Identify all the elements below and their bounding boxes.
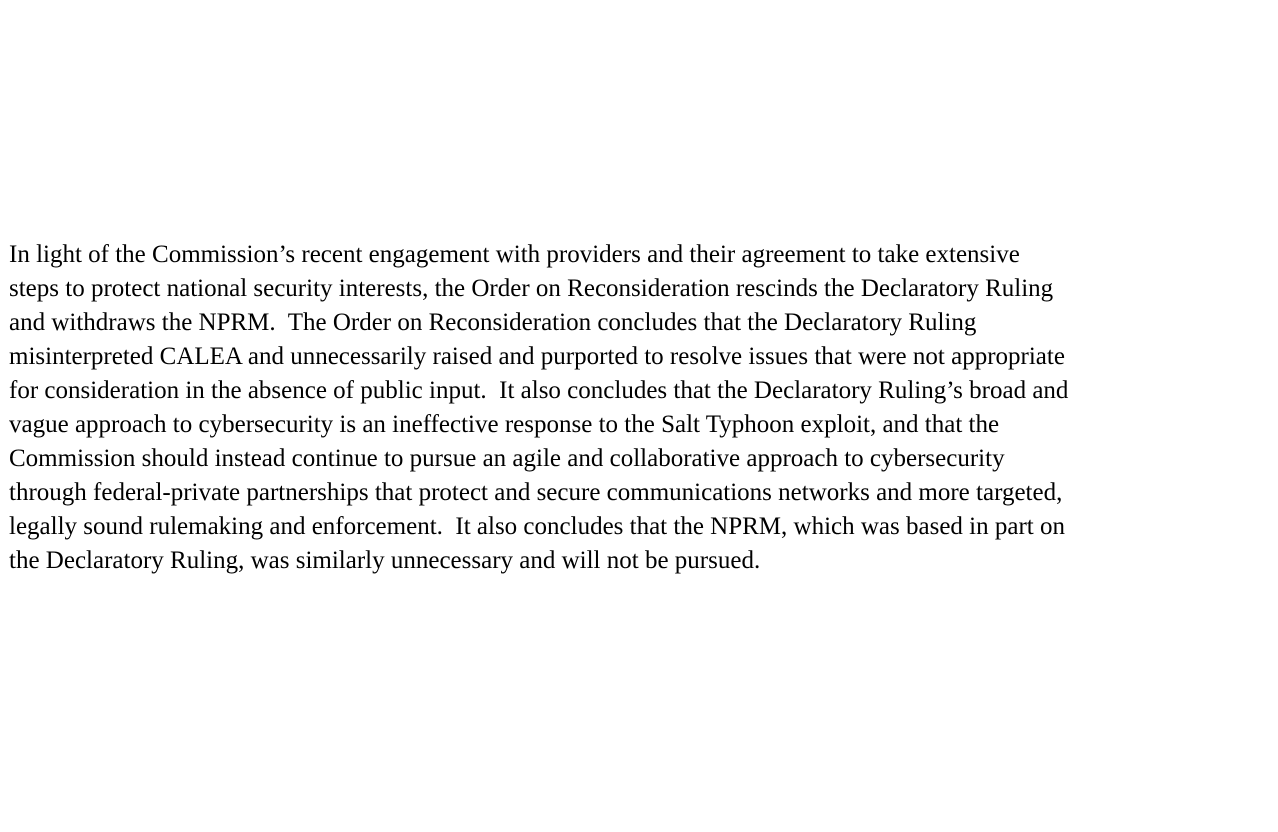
paragraph-line: Commission should instead continue to pursue an agile and collaborative approach to cybersecurity bbox=[9, 445, 1005, 472]
body-paragraph bbox=[9, 238, 1271, 578]
paragraph-line: In light of the Commission’s recent engagement with providers and their agreement to take extensive bbox=[9, 241, 1020, 268]
paragraph-line: the Declaratory Ruling, was similarly unnecessary and will not be pursued. bbox=[9, 547, 761, 574]
paragraph-line: and withdraws the NPRM. The Order on Reconsideration concludes that the Declaratory Ruling bbox=[9, 309, 977, 336]
paragraph-line: steps to protect national security interests, the Order on Reconsideration rescinds the Declaratory Ruling bbox=[9, 275, 1054, 302]
paragraph-line: through federal-private partnerships that protect and secure communications networks and more targeted, bbox=[9, 479, 1063, 506]
paragraph-line: legally sound rulemaking and enforcement. It also concludes that the NPRM, which was based in part on bbox=[9, 513, 1065, 540]
paragraph-line: vague approach to cybersecurity is an ineffective response to the Salt Typhoon exploit, and that the bbox=[9, 411, 1000, 438]
paragraph-line: misinterpreted CALEA and unnecessarily raised and purported to resolve issues that were not appropriate bbox=[9, 343, 1065, 370]
paragraph-line: for consideration in the absence of public input. It also concludes that the Declaratory Ruling’s broad and bbox=[9, 377, 1069, 404]
